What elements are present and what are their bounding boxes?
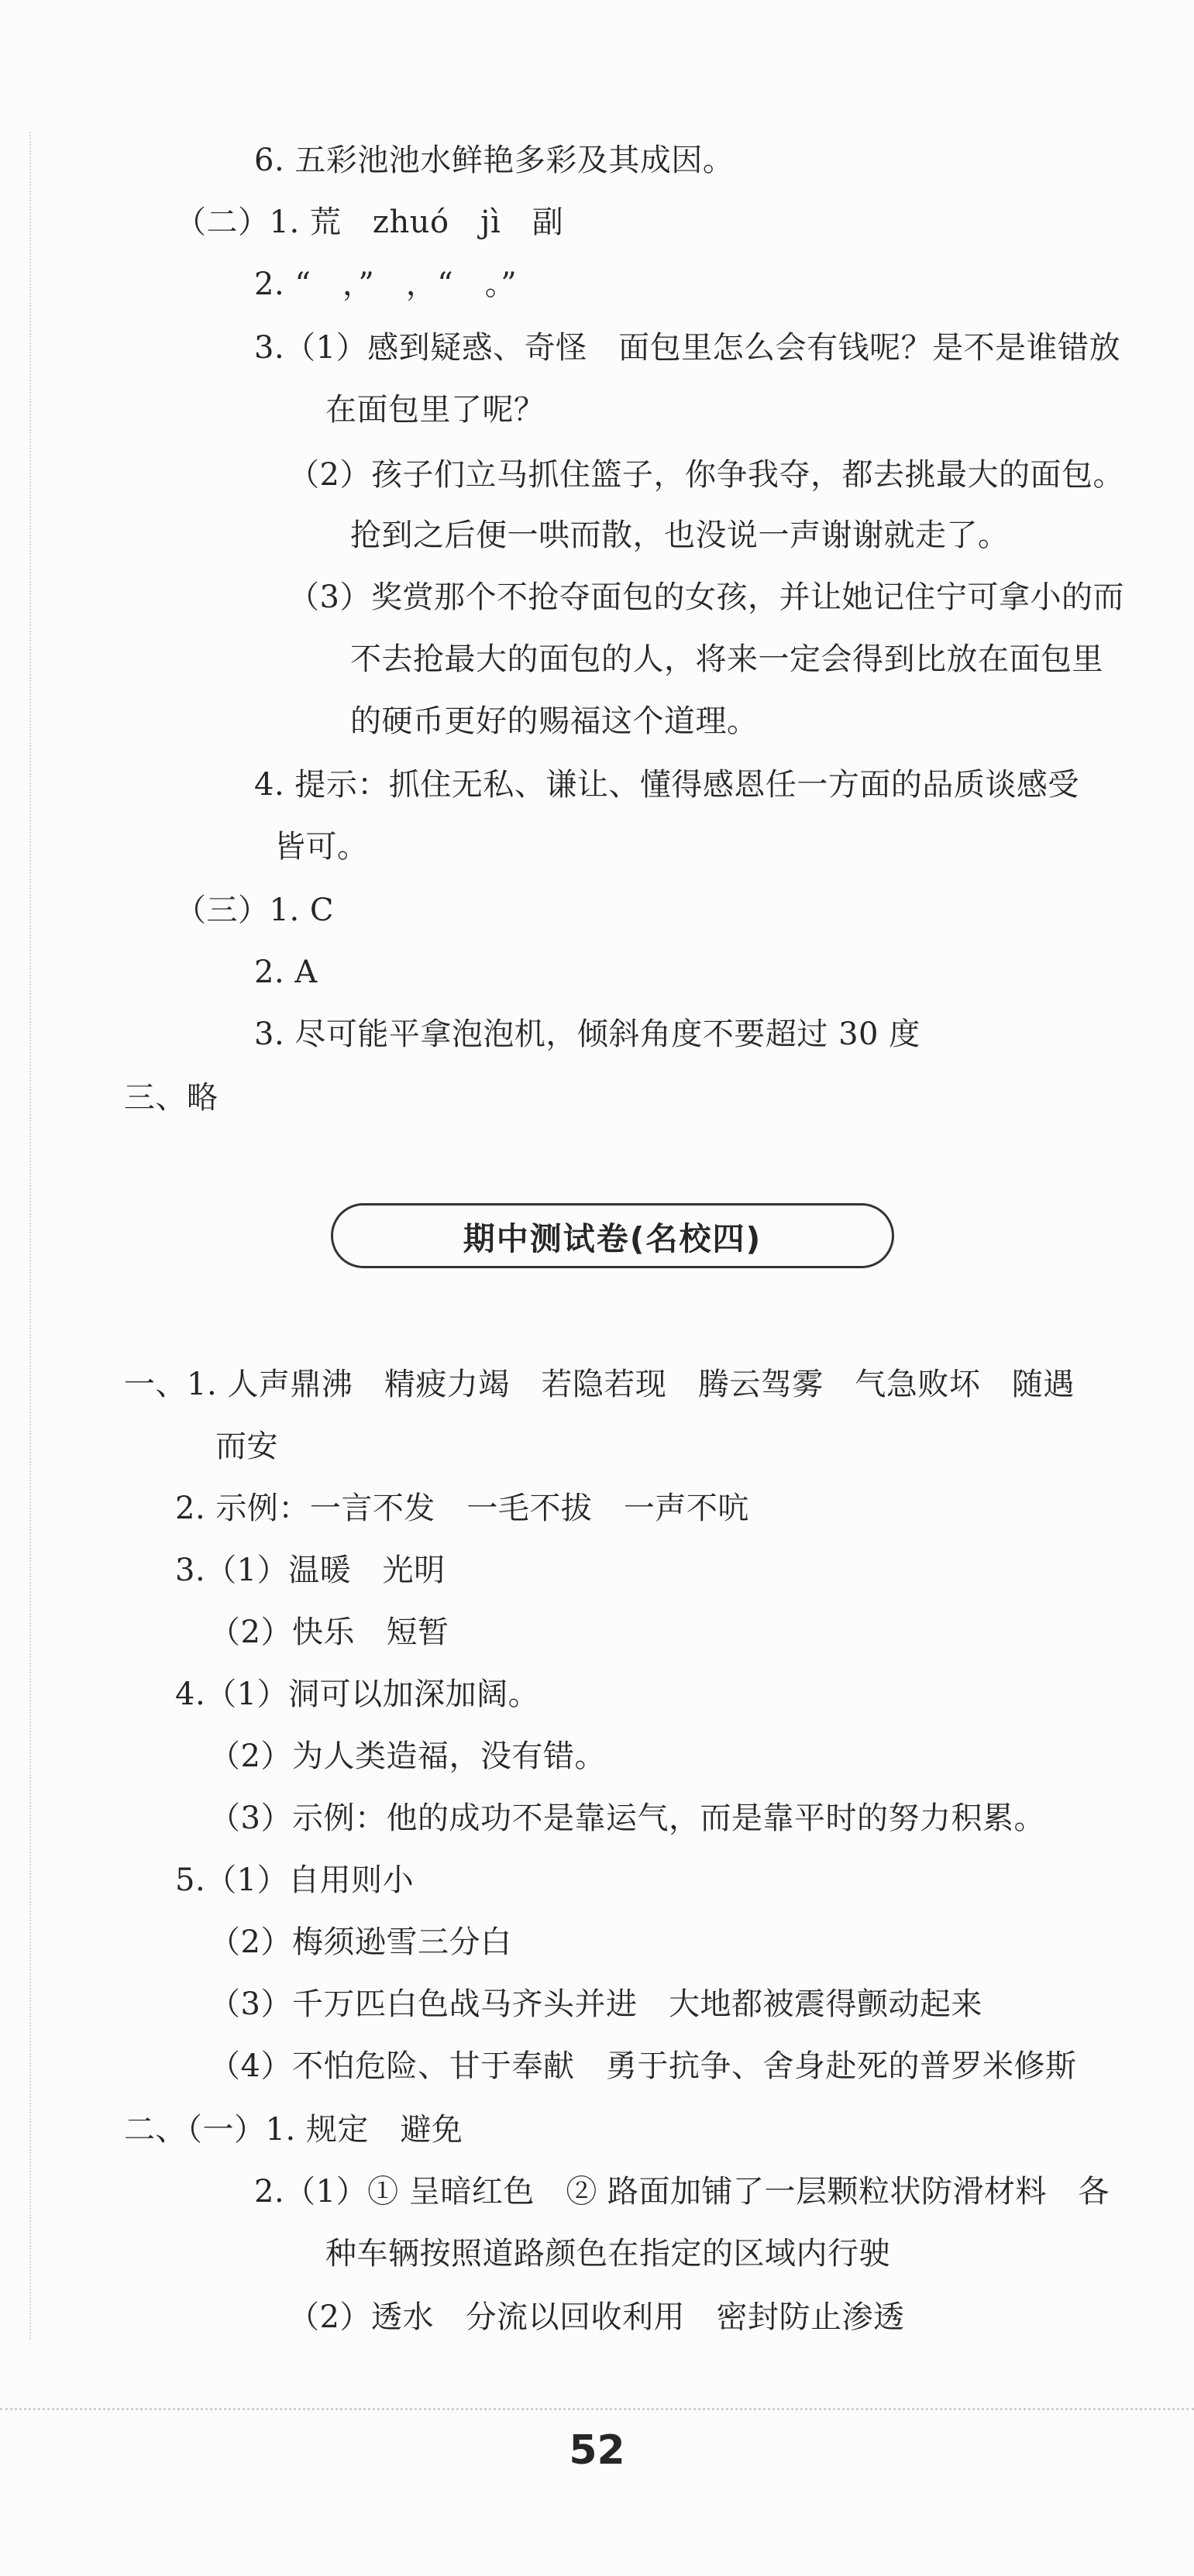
answer-line: 一、1. 人声鼎沸 精疲力竭 若隐若现 腾云驾雾 气急败坏 随遇 xyxy=(124,1367,1075,1402)
answer-line: 皆可。 xyxy=(274,829,369,865)
answer-line: （3）示例：他的成功不是靠运气，而是靠平时的努力积累。 xyxy=(209,1800,1045,1836)
answer-line: 抢到之后便一哄而散，也没说一声谢谢就走了。 xyxy=(350,518,1010,553)
answer-line: （三）1. C xyxy=(175,892,334,928)
answer-line: 5.（1）自用则小 xyxy=(175,1862,415,1898)
answer-line: 2.（1）① 呈暗红色 ② 路面加铺了一层颗粒状防滑材料 各 xyxy=(254,2174,1110,2210)
answer-line: 2. A xyxy=(254,954,318,990)
page-number: 52 xyxy=(569,2427,625,2474)
answer-line: （2）梅须逊雪三分白 xyxy=(209,1924,512,1960)
answer-line: 3.（1）温暖 光明 xyxy=(175,1553,446,1588)
answer-line: 三、略 xyxy=(124,1080,218,1116)
answer-line: 6. 五彩池池水鲜艳多彩及其成因。 xyxy=(254,143,735,178)
answer-line: （2）为人类造福，没有错。 xyxy=(209,1739,606,1774)
answer-line: 不去抢最大的面包的人，将来一定会得到比放在面包里 xyxy=(350,641,1103,677)
answer-line: （二）1. 荒 zhuó jì 副 xyxy=(175,205,564,240)
answer-line: 2. 示例：一言不发 一毛不拔 一声不吭 xyxy=(175,1491,749,1526)
answer-line: 的硬币更好的赐福这个道理。 xyxy=(350,703,759,739)
answer-line: 2. “ ，” ，“ 。” xyxy=(254,267,518,302)
answer-line: （4）不怕危险、甘于奉献 勇于抗争、舍身赴死的普罗米修斯 xyxy=(209,2048,1077,2084)
answer-line: 在面包里了呢？ xyxy=(325,392,545,428)
answer-line: 种车辆按照道路颜色在指定的区域内行驶 xyxy=(325,2236,890,2272)
answer-line: （3）千万匹白色战马齐头并进 大地都被震得颤动起来 xyxy=(209,1986,982,2022)
answer-line: （3）奖赏那个不抢夺面包的女孩，并让她记住宁可拿小的而 xyxy=(288,580,1124,615)
answer-line: （2）快乐 短暂 xyxy=(209,1615,449,1650)
section-title: 期中测试卷(名校四) xyxy=(463,1219,762,1257)
answer-line: （2）孩子们立马抓住篮子，你争我夺，都去挑最大的面包。 xyxy=(288,457,1124,493)
answer-line: 二、（一）1. 规定 避免 xyxy=(124,2112,463,2148)
answer-line: 3.（1）感到疑惑、奇怪 面包里怎么会有钱呢？是不是谁错放 xyxy=(254,330,1121,366)
footer-dotted-rule xyxy=(0,2408,1194,2410)
section-title-box xyxy=(331,1203,894,1268)
answer-line: 3. 尽可能平拿泡泡机，倾斜角度不要超过 30 度 xyxy=(254,1016,920,1052)
left-margin-rule xyxy=(29,132,33,2340)
answer-line: 而安 xyxy=(215,1429,278,1464)
answer-line: （2）透水 分流以回收利用 密封防止渗透 xyxy=(288,2299,905,2335)
answer-line: 4. 提示：抓住无私、谦让、懂得感恩任一方面的品质谈感受 xyxy=(254,767,1079,803)
answer-line: 4.（1）洞可以加深加阔。 xyxy=(175,1677,540,1712)
